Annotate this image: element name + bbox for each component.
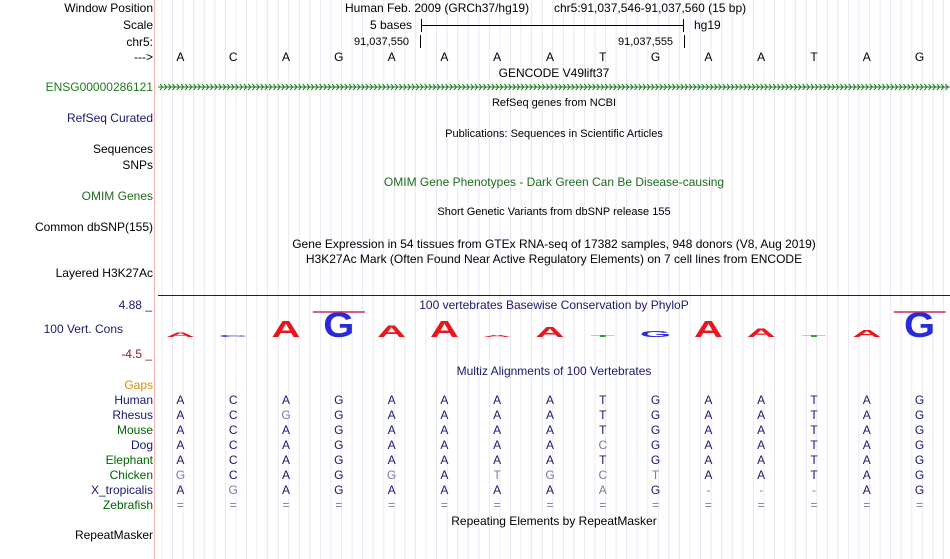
alignment-base: G [914, 423, 925, 437]
refseq-track-title[interactable]: RefSeq genes from NCBI [491, 97, 617, 109]
alignment-base: G [650, 408, 661, 422]
alignment-base: = [863, 498, 871, 512]
alignment-base: T [810, 468, 818, 482]
alignment-base: A [440, 423, 449, 437]
repeatmasker-track-title[interactable]: Repeating Elements by RepeatMasker [451, 514, 657, 528]
alignment-base: A [757, 393, 766, 407]
alignment-base: A [281, 393, 290, 407]
alignment-base: A [440, 483, 449, 497]
species-label[interactable]: Elephant [105, 453, 153, 467]
alignment-base: A [862, 483, 871, 497]
alignment-base: G [914, 483, 925, 497]
conservation-letter: G [640, 329, 672, 340]
conservation-letter: G [323, 308, 355, 340]
label-panel-divider [154, 0, 155, 559]
alignment-base: A [387, 423, 396, 437]
alignment-base: A [862, 438, 871, 452]
alignment-base: C [228, 453, 238, 467]
alignment-base: = [652, 498, 660, 512]
conservation-letter: C [218, 334, 248, 338]
alignment-base: G [545, 468, 555, 482]
alignment-base: A [176, 408, 185, 422]
assembly-label: Human Feb. 2009 (GRCh37/hg19) [345, 1, 530, 15]
multiz-track-title[interactable]: Multiz Alignments of 100 Vertebrates [456, 364, 652, 378]
reference-base: G [650, 50, 661, 64]
alignment-base: A [493, 453, 502, 467]
window-position-label: Window Position [64, 1, 153, 15]
alignment-base: G [650, 453, 661, 467]
alignment-base: A [704, 393, 713, 407]
repeatmasker-label[interactable]: RepeatMasker [74, 528, 153, 542]
coord-left-tick [420, 35, 421, 48]
gencode-gene-feature[interactable] [158, 80, 950, 94]
alignment-base: A [757, 468, 766, 482]
alignment-base: A [440, 408, 449, 422]
alignment-base: A [862, 393, 871, 407]
alignment-base: A [757, 438, 766, 452]
reference-base: A [757, 50, 766, 64]
omim-label[interactable]: OMIM Genes [81, 189, 153, 203]
alignment-base: A [757, 408, 766, 422]
alignment-base: T [810, 393, 818, 407]
conservation-letter: A [535, 324, 565, 340]
species-label[interactable]: X_tropicalis [90, 483, 153, 497]
species-label[interactable]: Zebrafish [102, 498, 153, 512]
conservation-letter: T [801, 334, 827, 338]
alignment-base: A [440, 468, 449, 482]
alignment-base: G [334, 453, 344, 467]
position-label[interactable]: chr5:91,037,546-91,037,560 (15 bp) [554, 1, 747, 15]
alignment-base: G [334, 468, 344, 482]
alignment-base: T [599, 423, 607, 437]
alignment-base: A [387, 453, 396, 467]
conservation-letter: A [482, 334, 512, 338]
alignment-base: - [759, 483, 764, 497]
alignment-base: A [387, 483, 396, 497]
conservation-letter: A [746, 326, 776, 340]
alignment-base: G [914, 408, 925, 422]
dbsnp-label[interactable]: Common dbSNP(155) [34, 220, 153, 234]
alignment-base: A [862, 408, 871, 422]
alignment-base: C [228, 393, 238, 407]
scale-text: 5 bases [370, 18, 413, 32]
alignment-base: = [916, 498, 924, 512]
alignment-base: A [387, 438, 396, 452]
conservation-letter: A [271, 316, 301, 340]
alignment-base: A [545, 408, 554, 422]
alignment-base: A [757, 423, 766, 437]
alignment-base: A [545, 438, 554, 452]
alignment-base: G [650, 438, 661, 452]
strand-label: ---> [134, 50, 153, 64]
alignment-base: - [706, 483, 711, 497]
omim-track-title[interactable]: OMIM Gene Phenotypes - Dark Green Can Be Disease-causing [383, 175, 725, 189]
alignment-base: G [334, 393, 344, 407]
alignment-base: A [176, 453, 185, 467]
alignment-base: A [862, 423, 871, 437]
alignment-base: T [651, 468, 660, 482]
alignment-base: C [228, 408, 238, 422]
reference-base: G [334, 50, 344, 64]
alignment-base: T [599, 453, 607, 467]
conservation-top-line [158, 295, 950, 296]
gtex-track-title[interactable]: Gene Expression in 54 tissues from GTEx RNA-seq of 17382 samples, 948 donors (V8, Aug 2019) [292, 237, 816, 251]
conservation-letter: G [904, 308, 936, 340]
gencode-gene-label[interactable]: ENSG00000286121 [45, 80, 153, 94]
alignment-base: T [810, 423, 818, 437]
reference-base: C [228, 50, 238, 64]
alignment-base: C [598, 468, 608, 482]
conservation-min: -4.5 _ [121, 347, 152, 361]
scale-label: Scale [122, 18, 153, 32]
alignment-base: G [914, 453, 925, 467]
conservation-max: 4.88 _ [118, 298, 152, 312]
alignment-base: T [493, 468, 501, 482]
alignment-base: = [493, 498, 501, 512]
species-label[interactable]: Human [114, 393, 153, 407]
alignment-base: = [388, 498, 396, 512]
conservation-letter: A [377, 322, 407, 340]
alignment-base: G [334, 408, 344, 422]
alignment-base: A [493, 483, 502, 497]
alignment-base: = [282, 498, 290, 512]
alignment-base: G [650, 393, 661, 407]
alignment-base: C [228, 438, 238, 452]
species-label[interactable]: Mouse [116, 423, 153, 437]
alignment-base: C [228, 468, 238, 482]
alignment-base: = [810, 498, 818, 512]
alignment-base: A [281, 483, 290, 497]
alignment-base: A [757, 453, 766, 467]
alignment-base: A [281, 438, 290, 452]
alignment-base: T [810, 438, 818, 452]
conservation-letter: A [693, 316, 723, 340]
alignment-base: T [810, 408, 818, 422]
alignment-base: = [546, 498, 554, 512]
alignment-base: A [493, 423, 502, 437]
alignment-base: A [493, 438, 502, 452]
conservation-letter: A [165, 331, 195, 339]
reference-base: A [545, 50, 554, 64]
conservation-label[interactable]: 100 Vert. Cons [43, 322, 123, 336]
alignment-base: G [334, 423, 344, 437]
reference-base: T [810, 50, 818, 64]
alignment-base: A [545, 423, 554, 437]
alignment-base: A [176, 438, 185, 452]
alignment-base: A [493, 408, 502, 422]
conservation-logo[interactable] [158, 308, 950, 340]
alignment-base: G [281, 408, 291, 422]
alignment-base: A [440, 393, 449, 407]
conservation-letter: A [429, 316, 459, 340]
alignment-base: A [440, 453, 449, 467]
alignment-base: G [175, 468, 186, 482]
alignment-base: A [598, 483, 607, 497]
alignment-base: G [914, 468, 925, 482]
reference-base: A [387, 50, 396, 64]
snps-label[interactable]: SNPs [122, 158, 153, 172]
alignment-base: G [386, 468, 397, 482]
alignment-base: G [228, 483, 238, 497]
alignment-base: = [335, 498, 343, 512]
alignment-base: C [228, 423, 238, 437]
conservation-letter: A [852, 328, 882, 340]
alignment-base: = [229, 498, 237, 512]
alignment-base: = [757, 498, 765, 512]
alignment-base: T [599, 393, 607, 407]
alignment-base: A [545, 483, 554, 497]
alignment-base: - [812, 483, 816, 497]
conservation-track-title[interactable]: 100 vertebrates Basewise Conservation by PhyloP [419, 298, 689, 312]
alignment-base: T [810, 453, 818, 467]
alignment-base: C [598, 438, 608, 452]
alignment-base: G [914, 393, 925, 407]
dbsnp-track-title[interactable]: Short Genetic Variants from dbSNP release 155 [437, 206, 671, 218]
alignment-base: G [914, 438, 925, 452]
alignment-base: A [176, 483, 185, 497]
coord-right-tick [684, 35, 685, 48]
h3k27ac-track-title[interactable]: H3K27Ac Mark (Often Found Near Active Regulatory Elements) on 7 cell lines from ENCODE [305, 252, 803, 266]
coord-right: 91,037,555 [618, 36, 674, 48]
alignment-base: G [334, 438, 344, 452]
reference-base: G [914, 50, 925, 64]
alignment-base: A [493, 393, 502, 407]
scale-bar-left-tick [421, 19, 422, 32]
gaps-label[interactable]: Gaps [124, 378, 153, 392]
coord-left: 91,037,550 [354, 36, 410, 48]
alignment-base: = [599, 498, 607, 512]
alignment-base: = [176, 498, 184, 512]
alignment-base: A [545, 453, 554, 467]
reference-base: T [599, 50, 607, 64]
alignment-base: A [176, 423, 185, 437]
species-label[interactable]: Dog [130, 438, 153, 452]
gencode-track-title[interactable]: GENCODE V49lift37 [498, 66, 610, 80]
alignment-base: G [650, 423, 661, 437]
alignment-base: A [281, 423, 290, 437]
alignment-base: = [704, 498, 712, 512]
alignment-base: G [650, 483, 661, 497]
scale-bar-right-tick [683, 19, 684, 32]
alignment-base: A [281, 468, 290, 482]
reference-base: A [862, 50, 871, 64]
alignment-base: A [176, 393, 185, 407]
sequences-label[interactable]: Sequences [92, 142, 153, 156]
publications-track-title[interactable]: Publications: Sequences in Scientific Articles [445, 128, 663, 140]
species-label[interactable]: Chicken [109, 468, 153, 482]
h3k27ac-label[interactable]: Layered H3K27Ac [55, 266, 153, 280]
alignment-base: A [387, 408, 396, 422]
alignment-base: A [704, 468, 713, 482]
alignment-base: A [704, 408, 713, 422]
alignment-base: T [599, 408, 607, 422]
alignment-base: A [545, 393, 554, 407]
species-label[interactable]: Rhesus [112, 408, 153, 422]
alignment-base: A [704, 453, 713, 467]
reference-base: A [440, 50, 449, 64]
alignment-base: A [862, 453, 871, 467]
alignment-base: G [334, 483, 344, 497]
reference-base: A [493, 50, 502, 64]
alignment-base: A [704, 438, 713, 452]
alignment-base: A [862, 468, 871, 482]
reference-base: A [176, 50, 185, 64]
scale-bar [421, 25, 683, 26]
scale-db: hg19 [694, 18, 721, 32]
alignment-base: A [440, 438, 449, 452]
alignment-base: = [440, 498, 448, 512]
conservation-letter: T [590, 334, 616, 338]
reference-base: A [281, 50, 290, 64]
alignment-base: A [704, 423, 713, 437]
chrom-label: chr5: [126, 35, 153, 49]
refseq-label[interactable]: RefSeq Curated [66, 111, 153, 125]
alignment-base: A [387, 393, 396, 407]
alignment-base: A [281, 453, 290, 467]
reference-base: A [704, 50, 713, 64]
